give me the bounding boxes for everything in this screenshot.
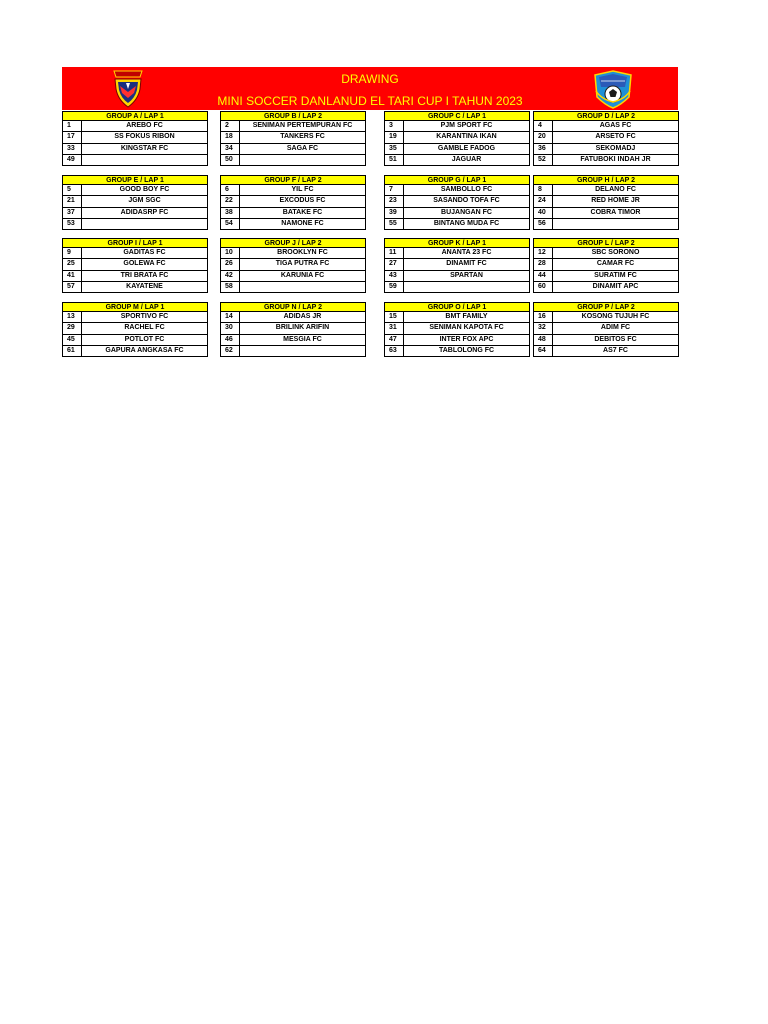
slot-number: 38 <box>221 208 240 218</box>
slot-number: 28 <box>534 259 553 269</box>
group-table <box>384 175 530 230</box>
team-name: CAMAR FC <box>596 260 635 268</box>
team-name: TABLOLONG FC <box>438 346 495 354</box>
slot-number: 1 <box>63 121 82 131</box>
team-name: SS FOKUS RIBON <box>114 133 175 141</box>
table-row <box>384 219 530 230</box>
slot-number: 64 <box>534 346 553 356</box>
team-name: SBC SORONO <box>591 249 640 256</box>
slot-number: 22 <box>221 196 240 206</box>
group-table <box>62 111 208 166</box>
team-name: KARANTINA IKAN <box>436 133 497 141</box>
team-name: GOOD BOY FC <box>119 186 170 193</box>
team-name: INTER FOX APC <box>439 335 494 343</box>
group-header: GROUP I / LAP 1 <box>62 238 208 248</box>
table-row <box>62 259 208 270</box>
team-name: SENIMAN PERTEMPURAN FC <box>252 122 353 129</box>
slot-number: 53 <box>63 219 82 229</box>
slot-number: 47 <box>385 335 404 345</box>
team-name: RACHEL FC <box>124 324 165 332</box>
team-name: PJM SPORT FC <box>440 122 493 129</box>
table-row <box>533 312 679 323</box>
slot-number: 12 <box>534 248 553 258</box>
table-row <box>533 185 679 196</box>
slot-number: 49 <box>63 155 82 165</box>
table-row <box>220 312 366 323</box>
table-row <box>384 185 530 196</box>
table-row <box>220 323 366 334</box>
table-row <box>384 335 530 346</box>
team-name: GOLEWA FC <box>123 260 166 268</box>
table-row <box>220 144 366 155</box>
team-name: ADIDASRP FC <box>120 208 169 216</box>
team-name: SURATIM FC <box>594 271 637 279</box>
table-row <box>384 208 530 219</box>
slot-number: 10 <box>221 248 240 258</box>
slot-number: 42 <box>221 271 240 281</box>
team-name <box>240 155 365 165</box>
table-row <box>220 248 366 259</box>
team-name: SPORTIVO FC <box>120 313 169 320</box>
slot-number: 32 <box>534 323 553 333</box>
team-name: TRI BRATA FC <box>120 271 169 279</box>
table-row <box>62 346 208 357</box>
slot-number: 30 <box>221 323 240 333</box>
team-name: JGM SGC <box>128 197 161 205</box>
slot-number: 34 <box>221 144 240 154</box>
group-table <box>62 175 208 230</box>
team-name: RED HOME JR <box>591 197 640 205</box>
table-row <box>384 121 530 132</box>
slot-number: 4 <box>534 121 553 131</box>
slot-number: 19 <box>385 132 404 142</box>
team-name: MESGIA FC <box>283 335 322 343</box>
team-name: BATAKE FC <box>282 208 323 216</box>
team-name: SAGA FC <box>286 144 319 152</box>
table-row <box>220 259 366 270</box>
slot-number: 61 <box>63 346 82 356</box>
group-header: GROUP H / LAP 2 <box>533 175 679 185</box>
slot-number: 15 <box>385 312 404 322</box>
team-name: ARSETO FC <box>595 133 636 141</box>
slot-number: 39 <box>385 208 404 218</box>
slot-number: 33 <box>63 144 82 154</box>
slot-number: 59 <box>385 282 404 292</box>
group-header: GROUP B / LAP 2 <box>220 111 366 121</box>
group-header: GROUP L / LAP 2 <box>533 238 679 248</box>
table-row <box>533 335 679 346</box>
group-table <box>220 302 366 357</box>
team-name: BUJANGAN FC <box>441 208 492 216</box>
team-name: TANKERS FC <box>280 133 325 141</box>
team-name: AGAS FC <box>599 122 632 129</box>
group-table <box>62 302 208 357</box>
table-row <box>220 155 366 166</box>
team-name <box>404 282 529 292</box>
table-row <box>62 132 208 143</box>
group-table <box>384 111 530 166</box>
slot-number: 29 <box>63 323 82 333</box>
slot-number: 9 <box>63 248 82 258</box>
team-name: SAMBOLLO FC <box>440 186 493 193</box>
slot-number: 56 <box>534 219 553 229</box>
team-name: NAMONE FC <box>281 219 324 227</box>
table-row <box>384 248 530 259</box>
team-name: ADIDAS JR <box>283 313 322 320</box>
team-name: KOSONG TUJUH FC <box>581 313 650 320</box>
table-row <box>533 282 679 293</box>
team-name: KARUNIA FC <box>280 271 325 279</box>
team-name: KAYATENE <box>126 282 163 290</box>
team-name: SENIMAN KAPOTA FC <box>429 324 504 332</box>
group-table <box>533 175 679 230</box>
group-table <box>220 175 366 230</box>
slot-number: 23 <box>385 196 404 206</box>
slot-number: 21 <box>63 196 82 206</box>
team-name: AS7 FC <box>603 346 628 354</box>
table-row <box>384 144 530 155</box>
table-row <box>220 282 366 293</box>
team-name: BRILINK ARIFIN <box>275 324 330 332</box>
team-name <box>553 219 678 229</box>
slot-number: 45 <box>63 335 82 345</box>
slot-number: 31 <box>385 323 404 333</box>
team-name <box>82 155 207 165</box>
table-row <box>533 259 679 270</box>
team-name: POTLOT FC <box>124 335 165 343</box>
slot-number: 60 <box>534 282 553 292</box>
group-header: GROUP C / LAP 1 <box>384 111 530 121</box>
group-table <box>384 238 530 293</box>
table-row <box>384 259 530 270</box>
table-row <box>62 335 208 346</box>
slot-number: 2 <box>221 121 240 131</box>
table-row <box>533 144 679 155</box>
table-row <box>62 144 208 155</box>
group-table <box>533 238 679 293</box>
table-row <box>220 346 366 357</box>
group-table <box>220 238 366 293</box>
group-header: GROUP A / LAP 1 <box>62 111 208 121</box>
slot-number: 26 <box>221 259 240 269</box>
team-name: KINGSTAR FC <box>120 144 169 152</box>
table-row <box>384 271 530 282</box>
team-name: DELANO FC <box>595 186 636 193</box>
slot-number: 16 <box>534 312 553 322</box>
slot-number: 51 <box>385 155 404 165</box>
team-name: SPARTAN <box>450 271 483 279</box>
team-name: JAGUAR <box>451 155 482 163</box>
table-row <box>62 185 208 196</box>
slot-number: 43 <box>385 271 404 281</box>
group-table <box>533 302 679 357</box>
team-name <box>82 219 207 229</box>
table-row <box>220 208 366 219</box>
slot-number: 11 <box>385 248 404 258</box>
table-row <box>220 185 366 196</box>
slot-number: 35 <box>385 144 404 154</box>
table-row <box>62 312 208 323</box>
slot-number: 46 <box>221 335 240 345</box>
team-name <box>240 346 365 356</box>
team-name: BINTANG MUDA FC <box>433 219 500 227</box>
slot-number: 58 <box>221 282 240 292</box>
table-row <box>384 132 530 143</box>
team-name: SASANDO TOFA FC <box>433 197 500 205</box>
slot-number: 55 <box>385 219 404 229</box>
team-name: DEBITOS FC <box>594 335 637 343</box>
table-row <box>220 219 366 230</box>
table-row <box>533 346 679 357</box>
slot-number: 41 <box>63 271 82 281</box>
table-row <box>62 282 208 293</box>
team-name: YIL FC <box>291 186 314 193</box>
team-name: SEKOMADJ <box>595 144 636 152</box>
table-row <box>533 132 679 143</box>
table-row <box>62 323 208 334</box>
table-row <box>384 282 530 293</box>
group-table <box>533 111 679 166</box>
slot-number: 6 <box>221 185 240 195</box>
group-table <box>220 111 366 166</box>
slot-number: 7 <box>385 185 404 195</box>
table-row <box>220 271 366 282</box>
slot-number: 5 <box>63 185 82 195</box>
table-row <box>533 219 679 230</box>
team-name: DINAMIT FC <box>446 260 487 268</box>
team-name: DINAMIT APC <box>592 282 639 290</box>
group-header: GROUP J / LAP 2 <box>220 238 366 248</box>
table-row <box>62 208 208 219</box>
team-name: BROOKLYN FC <box>277 249 328 256</box>
slot-number: 54 <box>221 219 240 229</box>
group-header: GROUP K / LAP 1 <box>384 238 530 248</box>
table-row <box>62 121 208 132</box>
slot-number: 24 <box>534 196 553 206</box>
mini-soccer-logo-icon <box>591 69 635 109</box>
group-header: GROUP M / LAP 1 <box>62 302 208 312</box>
slot-number: 40 <box>534 208 553 218</box>
slot-number: 63 <box>385 346 404 356</box>
slot-number: 36 <box>534 144 553 154</box>
table-row <box>384 346 530 357</box>
slot-number: 18 <box>221 132 240 142</box>
slot-number: 48 <box>534 335 553 345</box>
team-name <box>240 282 365 292</box>
slot-number: 3 <box>385 121 404 131</box>
slot-number: 37 <box>63 208 82 218</box>
team-name: GAMBLE FADOG <box>437 144 496 152</box>
slot-number: 14 <box>221 312 240 322</box>
team-name: ANANTA 23 FC <box>441 249 492 256</box>
slot-number: 52 <box>534 155 553 165</box>
table-row <box>62 248 208 259</box>
group-table <box>62 238 208 293</box>
table-row <box>384 155 530 166</box>
slot-number: 27 <box>385 259 404 269</box>
team-name: EXCODUS FC <box>279 197 326 205</box>
group-header: GROUP N / LAP 2 <box>220 302 366 312</box>
group-header: GROUP F / LAP 2 <box>220 175 366 185</box>
group-header: GROUP D / LAP 2 <box>533 111 679 121</box>
table-row <box>220 196 366 207</box>
team-name: TIGA PUTRA FC <box>275 260 330 268</box>
team-name: COBRA TIMOR <box>590 208 641 216</box>
group-table <box>384 302 530 357</box>
table-row <box>533 323 679 334</box>
group-header: GROUP P / LAP 2 <box>533 302 679 312</box>
table-row <box>220 132 366 143</box>
team-name: ADIM FC <box>600 324 631 332</box>
page-title: DRAWING <box>341 72 399 86</box>
title-banner <box>62 67 678 110</box>
slot-number: 50 <box>221 155 240 165</box>
group-header: GROUP E / LAP 1 <box>62 175 208 185</box>
slot-number: 25 <box>63 259 82 269</box>
team-name: BMT FAMILY <box>445 313 488 320</box>
table-row <box>220 335 366 346</box>
table-row <box>384 323 530 334</box>
table-row <box>384 312 530 323</box>
table-row <box>533 271 679 282</box>
team-name: FATUBOKI INDAH JR <box>580 155 651 163</box>
slot-number: 20 <box>534 132 553 142</box>
table-row <box>533 196 679 207</box>
slot-number: 62 <box>221 346 240 356</box>
table-row <box>533 248 679 259</box>
table-row <box>533 121 679 132</box>
slot-number: 57 <box>63 282 82 292</box>
table-row <box>62 271 208 282</box>
slot-number: 44 <box>534 271 553 281</box>
page-subtitle: MINI SOCCER DANLANUD EL TARI CUP I TAHUN 2023 <box>217 94 523 108</box>
slot-number: 17 <box>63 132 82 142</box>
slot-number: 13 <box>63 312 82 322</box>
table-row <box>62 155 208 166</box>
group-header: GROUP G / LAP 1 <box>384 175 530 185</box>
table-row <box>533 155 679 166</box>
team-name: GADITAS FC <box>123 249 166 256</box>
table-row <box>533 208 679 219</box>
table-row <box>384 196 530 207</box>
team-name: AREBO FC <box>126 122 163 129</box>
table-row <box>62 219 208 230</box>
team-name: GAPURA ANGKASA FC <box>105 346 184 354</box>
slot-number: 8 <box>534 185 553 195</box>
table-row <box>62 196 208 207</box>
group-header: GROUP O / LAP 1 <box>384 302 530 312</box>
table-row <box>220 121 366 132</box>
